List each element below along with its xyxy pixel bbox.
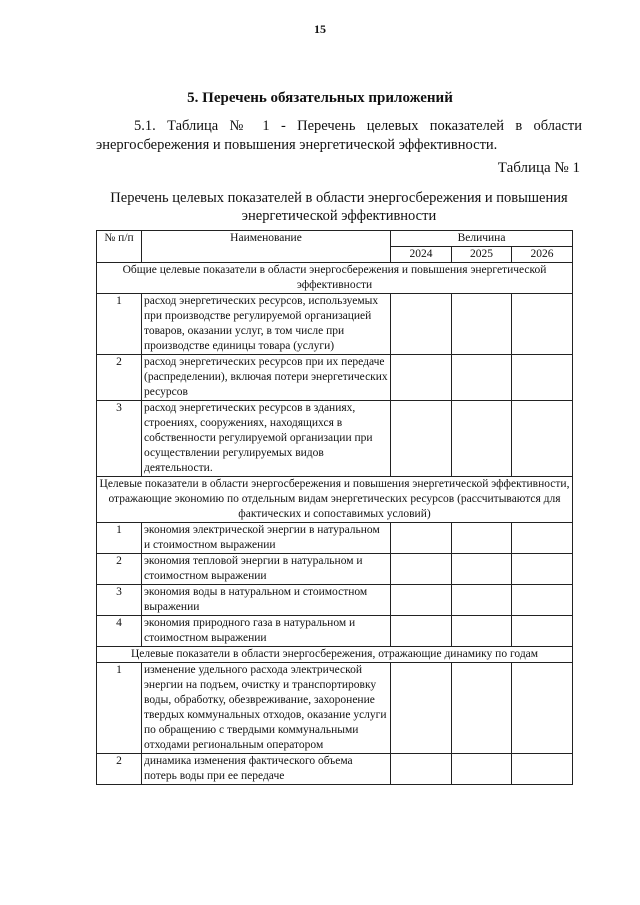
value-cell: [452, 585, 512, 616]
value-cell: [512, 585, 573, 616]
group-header: Целевые показатели в области энергосбережения, отражающие динамику по годам: [97, 647, 573, 663]
row-number: 3: [97, 585, 142, 616]
row-number: 4: [97, 616, 142, 647]
row-number: 1: [97, 663, 142, 754]
row-name: динамика изменения фактического объема потерь воды при ее передаче: [142, 754, 391, 785]
table-row: [97, 754, 573, 785]
header-year: 2026: [512, 247, 573, 263]
row-number: 1: [97, 523, 142, 554]
table-caption: Перечень целевых показателей в области энергосбережения и повышения энергетической эффективности: [110, 190, 568, 224]
value-cell: [512, 294, 573, 355]
value-cell: [512, 754, 573, 785]
indicators-table: [96, 230, 573, 785]
table-row: [97, 401, 573, 477]
value-cell: [391, 523, 452, 554]
row-name: изменение удельного расхода электрической энергии на подъем, очистку и транспортировку воды, обработку, обезвреживание, захоронение твердых коммунальных отходов, оказание услуги по обращению с твердыми коммунальными отходами региональным оператором: [142, 663, 391, 754]
value-cell: [512, 401, 573, 477]
row-name: экономия природного газа в натуральном и стоимостном выражении: [142, 616, 391, 647]
page-number: 15: [314, 22, 326, 36]
header-value: Величина: [391, 231, 573, 247]
header-year: 2025: [452, 247, 512, 263]
value-cell: [391, 663, 452, 754]
table-row: [97, 554, 573, 585]
value-cell: [452, 754, 512, 785]
value-cell: [452, 616, 512, 647]
row-number: 2: [97, 754, 142, 785]
value-cell: [512, 523, 573, 554]
row-number: 3: [97, 401, 142, 477]
value-cell: [452, 663, 512, 754]
table-label: Таблица № 1: [497, 160, 580, 176]
value-cell: [391, 294, 452, 355]
group-header: Общие целевые показатели в области энергосбережения и повышения энергетической эффективности: [97, 263, 573, 294]
value-cell: [391, 585, 452, 616]
row-name: экономия воды в натуральном и стоимостном выражении: [142, 585, 391, 616]
value-cell: [391, 401, 452, 477]
group-header: Целевые показатели в области энергосбережения и повышения энергетической эффективности, отражающие экономию по отдельным видам энергетических ресурсов (рассчитываются для фактических и сопоставимых условий): [97, 477, 573, 523]
row-name: расход энергетических ресурсов, используемых при производстве регулируемой организацией товаров, оказании услуг, в том числе при производстве единицы товара (услуги): [142, 294, 391, 355]
value-cell: [391, 554, 452, 585]
header-year: 2024: [391, 247, 452, 263]
value-cell: [452, 294, 512, 355]
value-cell: [512, 616, 573, 647]
value-cell: [391, 355, 452, 401]
value-cell: [512, 554, 573, 585]
header-name: Наименование: [142, 231, 391, 263]
value-cell: [452, 523, 512, 554]
table-row: [97, 355, 573, 401]
table-row: [97, 523, 573, 554]
row-name: расход энергетических ресурсов в зданиях, строениях, сооружениях, находящихся в собственности регулируемой организации при осуществлении регулируемых видов деятельности.: [142, 401, 391, 477]
row-number: 2: [97, 355, 142, 401]
table-row: [97, 585, 573, 616]
value-cell: [452, 401, 512, 477]
value-cell: [391, 616, 452, 647]
section-heading: 5. Перечень обязательных приложений: [187, 90, 453, 106]
value-cell: [391, 754, 452, 785]
value-cell: [512, 663, 573, 754]
row-name: расход энергетических ресурсов при их передаче (распределении), включая потери энергетических ресурсов: [142, 355, 391, 401]
table-row: [97, 616, 573, 647]
intro-paragraph: 5.1. Таблица № 1 - Перечень целевых показателей в области энергосбережения и повышения энергетической эффективности.: [96, 118, 582, 153]
value-cell: [452, 554, 512, 585]
header-num: № п/п: [97, 231, 142, 263]
value-cell: [512, 355, 573, 401]
table-row: [97, 663, 573, 754]
value-cell: [452, 355, 512, 401]
row-name: экономия тепловой энергии в натуральном и стоимостном выражении: [142, 554, 391, 585]
row-number: 2: [97, 554, 142, 585]
row-number: 1: [97, 294, 142, 355]
table-row: [97, 294, 573, 355]
row-name: экономия электрической энергии в натуральном и стоимостном выражении: [142, 523, 391, 554]
